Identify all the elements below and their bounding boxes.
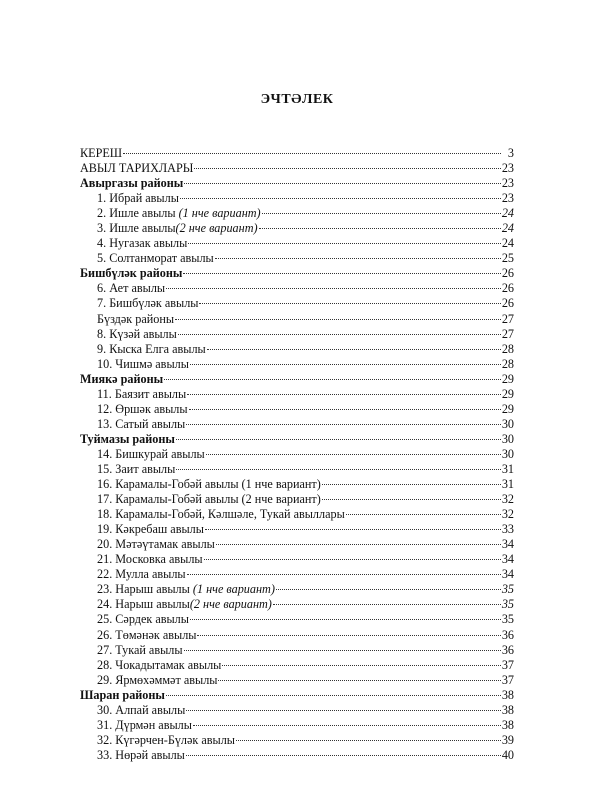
toc-entry-label [80, 221, 258, 236]
dot-leader [184, 183, 501, 184]
toc-page-number: 34 [501, 567, 514, 582]
toc-page-number: 24 [501, 236, 514, 251]
toc-entry-label [80, 492, 321, 507]
toc-entry-text: 7. Бишбүләк авылы [97, 296, 199, 311]
dot-leader [190, 364, 501, 365]
toc-entry[interactable] [80, 146, 514, 161]
toc-entry-label [80, 628, 196, 643]
toc-entry-label [80, 552, 203, 567]
toc-entry[interactable] [80, 597, 514, 612]
toc-page-number: 30 [501, 431, 514, 446]
dot-leader [164, 379, 501, 380]
toc-page-number: 36 [501, 642, 514, 657]
toc-entry-text: 31. Дүрмән авылы [97, 717, 192, 732]
toc-entry-label [80, 417, 185, 432]
toc-entry-text: 11. Баязит авылы [97, 386, 187, 401]
toc-entry-text: 15. Заит авылы [97, 461, 176, 476]
toc-page-number: 30 [501, 446, 514, 461]
toc-entry-text: Бишбүләк районы [80, 266, 183, 281]
dot-leader [166, 695, 501, 696]
toc-entry[interactable] [80, 447, 514, 462]
toc-entry[interactable] [80, 718, 514, 733]
toc-page-number: 31 [501, 477, 514, 492]
toc-section-entry[interactable] [80, 176, 514, 191]
toc-entry-label [80, 477, 321, 492]
dot-leader [204, 559, 501, 560]
toc-page-number: 35 [501, 582, 514, 597]
toc-entry-label [80, 372, 163, 387]
toc-entry-text: Миякә районы [80, 371, 164, 386]
toc-entry[interactable] [80, 703, 514, 718]
dot-leader [322, 499, 501, 500]
toc-page-number: 28 [501, 341, 514, 356]
toc-entry[interactable] [80, 161, 514, 176]
dot-leader [188, 243, 501, 244]
toc-entry[interactable] [80, 492, 514, 507]
toc-entry[interactable] [80, 507, 514, 522]
dot-leader [123, 153, 501, 154]
toc-entry-label [80, 176, 183, 191]
toc-entry-text: 14. Бишкурай авылы [97, 446, 205, 461]
toc-entry[interactable] [80, 612, 514, 627]
dot-leader [190, 619, 501, 620]
toc-page-number: 35 [501, 612, 514, 627]
toc-entry[interactable] [80, 342, 514, 357]
toc-page-number: 32 [501, 492, 514, 507]
toc-page-number: 24 [501, 221, 514, 236]
toc-entry-text: 27. Тукай авылы [97, 642, 183, 657]
toc-entry-text: 8. Күзәй авылы [97, 326, 177, 341]
toc-entry-label [80, 251, 214, 266]
toc-entry-text: 13. Сатый авылы [97, 416, 186, 431]
dot-leader [186, 424, 501, 425]
toc-entry-variant: (2 нче вариант) [175, 221, 258, 236]
toc-entry-label [80, 462, 175, 477]
page-title: ЭЧТӘЛЕК [260, 92, 334, 107]
toc-section-entry[interactable] [80, 266, 514, 281]
toc-entry-label [80, 537, 215, 552]
dot-leader [236, 740, 501, 741]
toc-page-number: 38 [501, 702, 514, 717]
toc-entry-text: 10. Чишмә авылы [97, 356, 189, 371]
toc-entry-text: 16. Карамалы-Гобәй авылы (1 нче вариант) [97, 477, 321, 492]
toc-entry[interactable] [80, 357, 514, 372]
dot-leader [207, 349, 501, 350]
toc-page-number: 31 [501, 461, 514, 476]
toc-entry-text: 23. Нарыш авылы [97, 582, 193, 597]
toc-entry[interactable] [80, 628, 514, 643]
dot-leader [175, 319, 501, 320]
toc-entry-label [80, 432, 175, 447]
toc-entry-text: Шаран районы [80, 687, 165, 702]
dot-leader [178, 334, 501, 335]
toc-entry-label [80, 658, 221, 673]
toc-entry[interactable] [80, 552, 514, 567]
toc-entry-label [80, 597, 272, 612]
toc-entry-text: 9. Кыска Елга авылы [97, 341, 206, 356]
toc-entry-text: 17. Карамалы-Гобәй авылы (2 нче вариант) [97, 492, 321, 507]
toc-entry-text: 3. Ишле авылы [97, 221, 176, 236]
toc-entry[interactable] [80, 296, 514, 311]
dot-leader [180, 198, 501, 199]
dot-leader [187, 394, 501, 395]
toc-entry-text: 28. Чокадытамак авылы [97, 657, 222, 672]
toc-page-number: 39 [501, 732, 514, 747]
toc-entry-text: 12. Өршәк авылы [97, 401, 188, 416]
toc-page-number: 28 [501, 356, 514, 371]
dot-leader [259, 228, 501, 229]
toc-entry-label [80, 402, 188, 417]
toc-entry-label [80, 643, 183, 658]
toc-page-number: 36 [501, 627, 514, 642]
toc-entry-variant: (1 нче вариант) [192, 582, 275, 597]
dot-leader [187, 574, 501, 575]
toc-entry-text: Бүздәк районы [97, 311, 175, 326]
toc-entry[interactable] [80, 206, 514, 221]
toc-page-number: 38 [501, 717, 514, 732]
toc-entry[interactable] [80, 236, 514, 251]
toc-entry-text: Авыргазы районы [80, 176, 184, 191]
toc-page-number: 3 [507, 146, 514, 160]
toc-entry[interactable] [80, 522, 514, 537]
toc-section-entry[interactable] [80, 688, 514, 703]
dot-leader [205, 529, 501, 530]
dot-leader [206, 454, 501, 455]
toc-page-number: 27 [501, 326, 514, 341]
toc-entry[interactable] [80, 658, 514, 673]
toc-page-number: 33 [501, 522, 514, 537]
toc-entry-label [80, 447, 205, 462]
toc-entry-text: 2. Ишле авылы [97, 206, 179, 221]
toc-entry[interactable] [80, 537, 514, 552]
toc-entry-label [80, 507, 345, 522]
toc-page-number: 29 [501, 386, 514, 401]
toc-page-number: 23 [501, 161, 514, 176]
toc-page-number: 29 [501, 371, 514, 386]
toc-page-number: 25 [501, 251, 514, 266]
toc-section-entry[interactable] [80, 372, 514, 387]
toc-page-number: 34 [501, 537, 514, 552]
toc-entry-text: КЕРЕШ [80, 146, 123, 160]
dot-leader [176, 439, 501, 440]
dot-leader [276, 589, 501, 590]
toc-entry[interactable] [80, 643, 514, 658]
toc-page-number: 40 [501, 747, 514, 762]
toc-page-number: 23 [501, 191, 514, 206]
toc-entry-label [80, 327, 177, 342]
toc-entry-text: 4. Нугазак авылы [97, 236, 188, 251]
toc-entry-label [80, 206, 261, 221]
toc-entry-label [80, 748, 185, 763]
toc-entry-label [80, 236, 187, 251]
toc-entry-label [80, 146, 122, 161]
toc-page-number: 27 [501, 311, 514, 326]
dot-leader [199, 303, 500, 304]
toc-entry-variant: (1 нче вариант) [178, 206, 261, 221]
dot-leader [218, 680, 500, 681]
toc-entry-label [80, 387, 186, 402]
toc-entry-label [80, 703, 185, 718]
toc-entry-text: 30. Алпай авылы [97, 702, 186, 717]
toc-entry-text: Туймазы районы [80, 431, 175, 446]
toc-entry[interactable] [80, 733, 514, 748]
toc-entry-label [80, 688, 165, 703]
toc-entry-text: 19. Кәкребаш авылы [97, 522, 204, 537]
toc-entry[interactable] [80, 462, 514, 477]
toc-entry-label [80, 522, 204, 537]
toc-entry-label [80, 312, 174, 327]
toc-entry-text: 25. Сәрдек авылы [97, 612, 189, 627]
dot-leader [262, 213, 501, 214]
toc-entry[interactable] [80, 221, 514, 236]
toc-entry-text: 1. Ибрай авылы [97, 191, 179, 206]
toc-entry-label [80, 582, 275, 597]
toc-entry[interactable] [80, 312, 514, 327]
dot-leader [194, 168, 500, 169]
toc-entry-label [80, 342, 206, 357]
dot-leader [322, 484, 501, 485]
toc-page-number: 23 [501, 176, 514, 191]
toc-entry-text: 24. Нарыш авылы [97, 597, 190, 612]
toc-entry-label [80, 673, 217, 688]
dot-leader [186, 755, 501, 756]
toc-entry-text: 29. Ярмөхәммәт авылы [97, 672, 218, 687]
toc-entry-text: 20. Мәтәүтамак авылы [97, 537, 215, 552]
dot-leader [176, 469, 500, 470]
toc-entry-label [80, 191, 179, 206]
dot-leader [166, 288, 501, 289]
toc-entry-label [80, 357, 189, 372]
toc-entry[interactable] [80, 477, 514, 492]
dot-leader [189, 409, 501, 410]
dot-leader [273, 604, 501, 605]
toc-entry[interactable] [80, 748, 514, 763]
toc-entry[interactable] [80, 251, 514, 266]
toc-entry-label [80, 266, 182, 281]
toc-page-number: 26 [501, 296, 514, 311]
toc-entry-text: 6. Ает авылы [97, 281, 166, 296]
toc-entry-text: 33. Нөрәй авылы [97, 747, 185, 762]
toc-page-number: 29 [501, 401, 514, 416]
toc-entry-variant: (2 нче вариант) [189, 597, 272, 612]
toc-entry-text: 5. Солтанморат авылы [97, 251, 214, 266]
toc-entry[interactable] [80, 327, 514, 342]
toc-page-number: 26 [501, 266, 514, 281]
toc-entry-label [80, 718, 192, 733]
toc-entry-text: 22. Мулла авылы [97, 567, 186, 582]
dot-leader [186, 710, 501, 711]
toc-entry[interactable] [80, 673, 514, 688]
toc-entry-label [80, 567, 186, 582]
toc-entry-text: 18. Карамалы-Гобәй, Кәлшәле, Тукай авыллары [97, 507, 345, 522]
toc-page-number: 34 [501, 552, 514, 567]
toc-section-entry[interactable] [80, 432, 514, 447]
dot-leader [197, 635, 500, 636]
toc-entry[interactable] [80, 582, 514, 597]
toc-entry-label [80, 733, 235, 748]
table-of-contents [80, 146, 514, 763]
toc-entry-text: АВЫЛ ТАРИХЛАРЫ [80, 161, 194, 176]
toc-entry[interactable] [80, 281, 514, 296]
dot-leader [183, 273, 500, 274]
dot-leader [215, 258, 501, 259]
dot-leader [193, 725, 501, 726]
toc-entry-text: 32. Күгәрчен-Бүләк авылы [97, 732, 235, 747]
toc-page-number: 38 [501, 687, 514, 702]
dot-leader [222, 665, 500, 666]
dot-leader [216, 544, 501, 545]
toc-entry[interactable] [80, 417, 514, 432]
toc-entry-label [80, 612, 189, 627]
toc-entry-text: 21. Московка авылы [97, 552, 203, 567]
toc-entry-label [80, 161, 193, 176]
toc-page-number: 24 [501, 206, 514, 221]
dot-leader [184, 650, 501, 651]
dot-leader [346, 514, 501, 515]
toc-entry[interactable] [80, 191, 514, 206]
toc-page-number: 37 [501, 657, 514, 672]
toc-page-number: 32 [501, 507, 514, 522]
toc-page-number: 37 [501, 672, 514, 687]
toc-page-number: 26 [501, 281, 514, 296]
toc-entry-label [80, 281, 165, 296]
toc-entry-label [80, 296, 198, 311]
toc-entry-text: 26. Төмәнәк авылы [97, 627, 197, 642]
toc-entry[interactable] [80, 567, 514, 582]
toc-page-number: 35 [501, 597, 514, 612]
toc-entry[interactable] [80, 402, 514, 417]
toc-entry[interactable] [80, 387, 514, 402]
toc-page-number: 30 [501, 416, 514, 431]
